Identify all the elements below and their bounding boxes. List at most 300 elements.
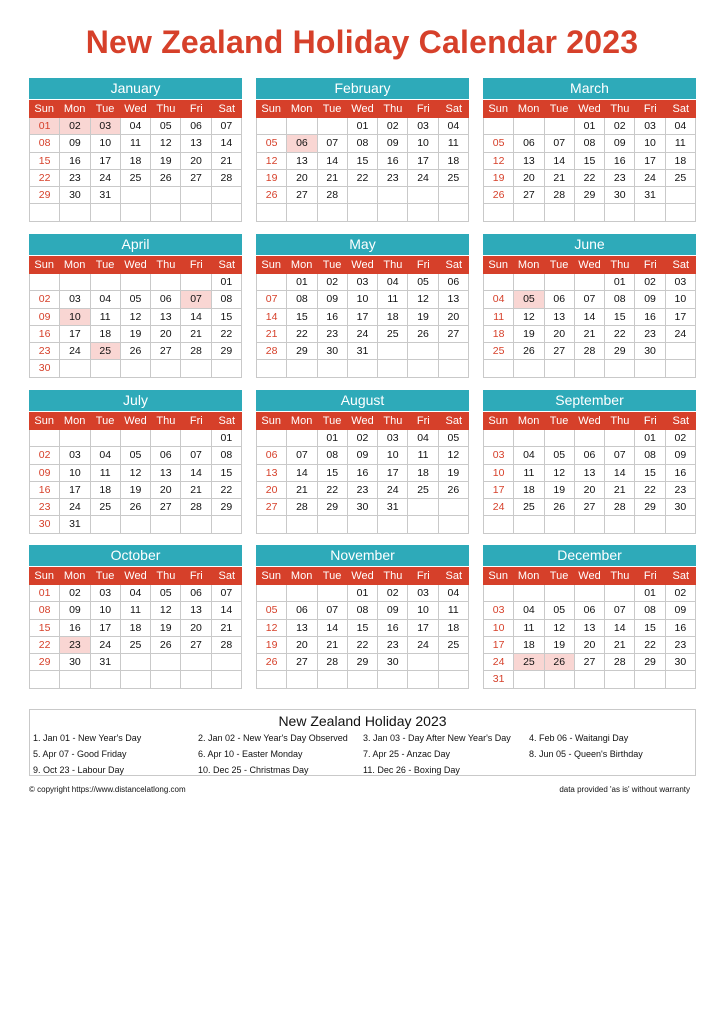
- weekday-label: Tue: [95, 570, 115, 582]
- week-row: [483, 516, 696, 533]
- month-january: [29, 78, 242, 222]
- weekday-label: Wed: [578, 415, 601, 427]
- day-cell: 13: [575, 620, 605, 637]
- weekday-header-row: [29, 256, 242, 274]
- weekday-label: Wed: [124, 570, 147, 582]
- week-row: [483, 274, 696, 291]
- empty-day-cell: [514, 430, 544, 447]
- day-cell: 27: [151, 499, 181, 516]
- weekday-label: Thu: [156, 570, 176, 582]
- empty-day-cell: [439, 516, 469, 533]
- week-row: [483, 291, 696, 308]
- empty-day-cell: [408, 187, 438, 204]
- empty-day-cell: [378, 516, 408, 533]
- weekday-label: Tue: [322, 259, 342, 271]
- day-cell: 22: [575, 170, 605, 187]
- day-cell: 15: [318, 465, 348, 482]
- day-cell: 30: [666, 654, 696, 671]
- day-cell: 28: [318, 187, 348, 204]
- day-cell: 13: [439, 291, 469, 308]
- empty-day-cell: [29, 204, 60, 221]
- day-cell: 30: [605, 187, 635, 204]
- day-cell: 08: [635, 447, 665, 464]
- empty-day-cell: [91, 430, 121, 447]
- day-cell: 11: [439, 602, 469, 619]
- day-cell: 21: [575, 326, 605, 343]
- empty-day-cell: [545, 516, 575, 533]
- empty-day-cell: [483, 274, 514, 291]
- weekday-label: Fri: [189, 103, 203, 115]
- empty-day-cell: [575, 204, 605, 221]
- day-cell: 08: [212, 291, 242, 308]
- day-cell: 29: [605, 343, 635, 360]
- week-row: [256, 187, 469, 204]
- empty-day-cell: [121, 187, 151, 204]
- empty-day-cell: [151, 360, 181, 377]
- day-cell: 04: [91, 447, 121, 464]
- day-cell: 10: [666, 291, 696, 308]
- week-row: [29, 482, 242, 499]
- empty-day-cell: [318, 671, 348, 688]
- day-cell: 10: [60, 465, 90, 482]
- weekday-label: Tue: [549, 259, 569, 271]
- day-cell: 31: [91, 654, 121, 671]
- empty-day-cell: [483, 430, 514, 447]
- day-cell: 03: [483, 602, 514, 619]
- empty-day-cell: [439, 204, 469, 221]
- day-cell: 14: [575, 309, 605, 326]
- day-cell: 09: [318, 291, 348, 308]
- day-cell: 14: [605, 620, 635, 637]
- day-cell: 03: [91, 585, 121, 602]
- empty-day-cell: [256, 671, 287, 688]
- week-row: [256, 465, 469, 482]
- day-cell: 05: [545, 602, 575, 619]
- day-cell: 16: [666, 465, 696, 482]
- day-cell: 08: [287, 291, 317, 308]
- day-cell: 01: [212, 430, 242, 447]
- day-cell: 26: [151, 170, 181, 187]
- weekday-label: Mon: [63, 570, 86, 582]
- day-cell: 31: [483, 671, 514, 688]
- weekday-label: Mon: [63, 415, 86, 427]
- week-row: [483, 430, 696, 447]
- weekday-label: Fri: [189, 259, 203, 271]
- empty-day-cell: [348, 187, 378, 204]
- week-row: [29, 671, 242, 688]
- day-cell: 17: [348, 309, 378, 326]
- empty-day-cell: [439, 360, 469, 377]
- day-cell: 12: [408, 291, 438, 308]
- day-cell: 11: [514, 465, 544, 482]
- day-cell: 19: [483, 170, 514, 187]
- holiday-day-cell: 07: [181, 291, 211, 308]
- weekday-label: Sun: [34, 259, 54, 271]
- day-cell: 12: [545, 465, 575, 482]
- day-cell: 29: [212, 499, 242, 516]
- day-cell: 22: [635, 482, 665, 499]
- week-row: [29, 343, 242, 360]
- week-row: [256, 153, 469, 170]
- holiday-day-cell: 23: [60, 637, 90, 654]
- day-cell: 16: [318, 309, 348, 326]
- day-cell: 11: [483, 309, 514, 326]
- empty-day-cell: [151, 430, 181, 447]
- week-row: [483, 482, 696, 499]
- day-cell: 23: [29, 499, 60, 516]
- empty-day-cell: [378, 671, 408, 688]
- day-cell: 30: [635, 343, 665, 360]
- day-cell: 24: [60, 343, 90, 360]
- empty-day-cell: [121, 654, 151, 671]
- week-row: [483, 671, 696, 688]
- day-cell: 15: [635, 620, 665, 637]
- day-cell: 13: [181, 135, 211, 152]
- day-cell: 23: [635, 326, 665, 343]
- week-row: [256, 326, 469, 343]
- week-row: [483, 135, 696, 152]
- weekday-label: Wed: [124, 259, 147, 271]
- month-header: May: [256, 234, 469, 255]
- day-cell: 20: [439, 309, 469, 326]
- weekday-label: Wed: [351, 259, 374, 271]
- empty-day-cell: [29, 671, 60, 688]
- legend-item: 10. Dec 25 - Christmas Day: [198, 765, 309, 775]
- week-row: [29, 585, 242, 602]
- day-cell: 15: [348, 153, 378, 170]
- day-cell: 24: [348, 326, 378, 343]
- day-cell: 31: [348, 343, 378, 360]
- weekday-label: Tue: [549, 415, 569, 427]
- week-row: [256, 447, 469, 464]
- day-cell: 28: [212, 170, 242, 187]
- day-cell: 05: [121, 291, 151, 308]
- day-cell: 19: [121, 482, 151, 499]
- day-cell: 31: [60, 516, 90, 533]
- week-row: [29, 187, 242, 204]
- day-cell: 22: [29, 170, 60, 187]
- empty-day-cell: [348, 360, 378, 377]
- day-cell: 18: [121, 153, 151, 170]
- empty-day-cell: [348, 671, 378, 688]
- empty-day-cell: [575, 671, 605, 688]
- day-cell: 01: [575, 118, 605, 135]
- weekday-header-row: [256, 567, 469, 585]
- day-cell: 12: [256, 153, 287, 170]
- day-cell: 30: [29, 516, 60, 533]
- day-cell: 22: [212, 326, 242, 343]
- weekday-label: Tue: [549, 103, 569, 115]
- day-cell: 29: [575, 187, 605, 204]
- day-cell: 13: [287, 620, 317, 637]
- day-cell: 23: [29, 343, 60, 360]
- day-cell: 04: [408, 430, 438, 447]
- day-cell: 13: [181, 602, 211, 619]
- day-cell: 20: [151, 482, 181, 499]
- day-cell: 17: [91, 153, 121, 170]
- empty-day-cell: [318, 118, 348, 135]
- day-cell: 08: [348, 602, 378, 619]
- day-cell: 20: [181, 153, 211, 170]
- weekday-header-row: [483, 256, 696, 274]
- day-cell: 11: [408, 447, 438, 464]
- day-cell: 08: [348, 135, 378, 152]
- day-cell: 06: [256, 447, 287, 464]
- day-cell: 20: [575, 482, 605, 499]
- weekday-header-row: [29, 412, 242, 430]
- day-cell: 10: [483, 465, 514, 482]
- weekday-label: Sun: [34, 570, 54, 582]
- weekday-label: Sun: [261, 570, 281, 582]
- day-cell: 14: [605, 465, 635, 482]
- day-cell: 24: [408, 637, 438, 654]
- week-row: [256, 274, 469, 291]
- day-cell: 19: [256, 170, 287, 187]
- week-row: [483, 187, 696, 204]
- empty-day-cell: [408, 343, 438, 360]
- day-cell: 07: [287, 447, 317, 464]
- day-cell: 19: [151, 153, 181, 170]
- empty-day-cell: [348, 204, 378, 221]
- day-cell: 01: [635, 585, 665, 602]
- day-cell: 01: [287, 274, 317, 291]
- day-cell: 24: [91, 170, 121, 187]
- holiday-day-cell: 25: [514, 654, 544, 671]
- week-row: [256, 343, 469, 360]
- day-cell: 27: [439, 326, 469, 343]
- day-cell: 03: [635, 118, 665, 135]
- weekday-label: Sat: [218, 570, 235, 582]
- holiday-day-cell: 03: [91, 118, 121, 135]
- day-cell: 24: [666, 326, 696, 343]
- empty-day-cell: [514, 118, 544, 135]
- empty-day-cell: [318, 585, 348, 602]
- day-cell: 27: [287, 654, 317, 671]
- day-cell: 17: [408, 620, 438, 637]
- day-cell: 15: [29, 620, 60, 637]
- day-cell: 06: [575, 602, 605, 619]
- day-cell: 09: [29, 465, 60, 482]
- day-cell: 06: [151, 291, 181, 308]
- month-header: December: [483, 545, 696, 566]
- day-cell: 16: [29, 482, 60, 499]
- empty-day-cell: [635, 671, 665, 688]
- day-cell: 18: [666, 153, 696, 170]
- weekday-label: Sat: [218, 415, 235, 427]
- day-cell: 08: [318, 447, 348, 464]
- day-cell: 27: [287, 187, 317, 204]
- week-row: [483, 602, 696, 619]
- day-cell: 21: [212, 620, 242, 637]
- empty-day-cell: [287, 430, 317, 447]
- day-cell: 30: [29, 360, 60, 377]
- day-cell: 03: [378, 430, 408, 447]
- day-cell: 23: [378, 170, 408, 187]
- day-cell: 26: [545, 499, 575, 516]
- empty-day-cell: [439, 187, 469, 204]
- day-cell: 26: [408, 326, 438, 343]
- day-cell: 04: [378, 274, 408, 291]
- day-cell: 15: [212, 465, 242, 482]
- day-cell: 10: [483, 620, 514, 637]
- day-cell: 06: [545, 291, 575, 308]
- day-cell: 03: [483, 447, 514, 464]
- day-cell: 06: [287, 602, 317, 619]
- week-row: [256, 135, 469, 152]
- day-cell: 14: [212, 135, 242, 152]
- weekday-header-row: [483, 412, 696, 430]
- day-cell: 17: [60, 482, 90, 499]
- day-cell: 22: [318, 482, 348, 499]
- weekday-label: Thu: [383, 415, 403, 427]
- holiday-day-cell: 26: [545, 654, 575, 671]
- empty-day-cell: [378, 360, 408, 377]
- day-cell: 15: [29, 153, 60, 170]
- empty-day-cell: [483, 360, 514, 377]
- empty-day-cell: [212, 516, 242, 533]
- day-cell: 26: [514, 343, 544, 360]
- week-row: [256, 170, 469, 187]
- month-header: March: [483, 78, 696, 99]
- day-cell: 29: [29, 187, 60, 204]
- day-cell: 04: [121, 118, 151, 135]
- day-cell: 20: [287, 170, 317, 187]
- empty-day-cell: [439, 654, 469, 671]
- day-cell: 16: [378, 620, 408, 637]
- day-cell: 04: [439, 585, 469, 602]
- legend-item: 4. Feb 06 - Waitangi Day: [529, 733, 629, 743]
- empty-day-cell: [408, 360, 438, 377]
- day-cell: 20: [575, 637, 605, 654]
- month-march: [483, 78, 696, 222]
- month-july: [29, 390, 242, 534]
- day-cell: 08: [635, 602, 665, 619]
- day-cell: 22: [605, 326, 635, 343]
- empty-day-cell: [408, 204, 438, 221]
- day-cell: 11: [378, 291, 408, 308]
- day-cell: 07: [545, 135, 575, 152]
- month-december: [483, 545, 696, 689]
- day-cell: 29: [212, 343, 242, 360]
- empty-day-cell: [287, 204, 317, 221]
- day-cell: 08: [29, 135, 60, 152]
- empty-day-cell: [545, 585, 575, 602]
- day-cell: 25: [439, 170, 469, 187]
- weekday-label: Fri: [189, 415, 203, 427]
- empty-day-cell: [287, 360, 317, 377]
- empty-day-cell: [318, 516, 348, 533]
- month-september: [483, 390, 696, 534]
- week-row: [29, 465, 242, 482]
- weekday-label: Thu: [383, 570, 403, 582]
- empty-day-cell: [212, 671, 242, 688]
- empty-day-cell: [181, 204, 211, 221]
- empty-day-cell: [256, 274, 287, 291]
- weekday-label: Mon: [290, 415, 313, 427]
- empty-day-cell: [439, 343, 469, 360]
- legend-item: 5. Apr 07 - Good Friday: [33, 749, 127, 759]
- day-cell: 14: [287, 465, 317, 482]
- day-cell: 27: [151, 343, 181, 360]
- weekday-label: Fri: [416, 570, 430, 582]
- legend-item: 2. Jan 02 - New Year's Day Observed: [198, 733, 348, 743]
- empty-day-cell: [60, 360, 90, 377]
- day-cell: 31: [91, 187, 121, 204]
- day-cell: 02: [666, 430, 696, 447]
- empty-day-cell: [408, 671, 438, 688]
- day-cell: 23: [605, 170, 635, 187]
- day-cell: 26: [121, 343, 151, 360]
- month-header: January: [29, 78, 242, 99]
- day-cell: 24: [91, 637, 121, 654]
- week-row: [29, 153, 242, 170]
- day-cell: 11: [439, 135, 469, 152]
- day-cell: 18: [91, 482, 121, 499]
- weekday-label: Thu: [383, 103, 403, 115]
- day-cell: 25: [483, 343, 514, 360]
- day-cell: 22: [348, 637, 378, 654]
- day-cell: 07: [318, 135, 348, 152]
- week-row: [256, 602, 469, 619]
- day-cell: 27: [575, 654, 605, 671]
- day-cell: 02: [29, 291, 60, 308]
- day-cell: 19: [408, 309, 438, 326]
- week-row: [29, 602, 242, 619]
- day-cell: 09: [666, 447, 696, 464]
- day-cell: 27: [181, 170, 211, 187]
- legend-item: 11. Dec 26 - Boxing Day: [363, 765, 460, 775]
- day-cell: 03: [408, 585, 438, 602]
- empty-day-cell: [545, 204, 575, 221]
- day-cell: 12: [483, 153, 514, 170]
- day-cell: 11: [91, 465, 121, 482]
- day-cell: 08: [212, 447, 242, 464]
- day-cell: 09: [605, 135, 635, 152]
- empty-day-cell: [121, 430, 151, 447]
- weekday-label: Sat: [672, 259, 689, 271]
- day-cell: 05: [483, 135, 514, 152]
- week-row: [256, 516, 469, 533]
- day-cell: 19: [439, 465, 469, 482]
- day-cell: 20: [514, 170, 544, 187]
- day-cell: 17: [635, 153, 665, 170]
- day-cell: 29: [348, 654, 378, 671]
- empty-day-cell: [121, 360, 151, 377]
- month-header: July: [29, 390, 242, 411]
- weekday-label: Mon: [290, 259, 313, 271]
- day-cell: 03: [60, 291, 90, 308]
- empty-day-cell: [635, 204, 665, 221]
- legend-item: 9. Oct 23 - Labour Day: [33, 765, 125, 775]
- day-cell: 24: [378, 482, 408, 499]
- empty-day-cell: [151, 516, 181, 533]
- empty-day-cell: [91, 516, 121, 533]
- week-row: [29, 135, 242, 152]
- day-cell: 14: [318, 620, 348, 637]
- week-row: [483, 465, 696, 482]
- week-row: [483, 620, 696, 637]
- day-cell: 30: [318, 343, 348, 360]
- empty-day-cell: [318, 360, 348, 377]
- week-row: [256, 499, 469, 516]
- day-cell: 14: [212, 602, 242, 619]
- day-cell: 15: [348, 620, 378, 637]
- day-cell: 11: [91, 309, 121, 326]
- day-cell: 20: [287, 637, 317, 654]
- day-cell: 20: [181, 620, 211, 637]
- day-cell: 09: [348, 447, 378, 464]
- day-cell: 15: [635, 465, 665, 482]
